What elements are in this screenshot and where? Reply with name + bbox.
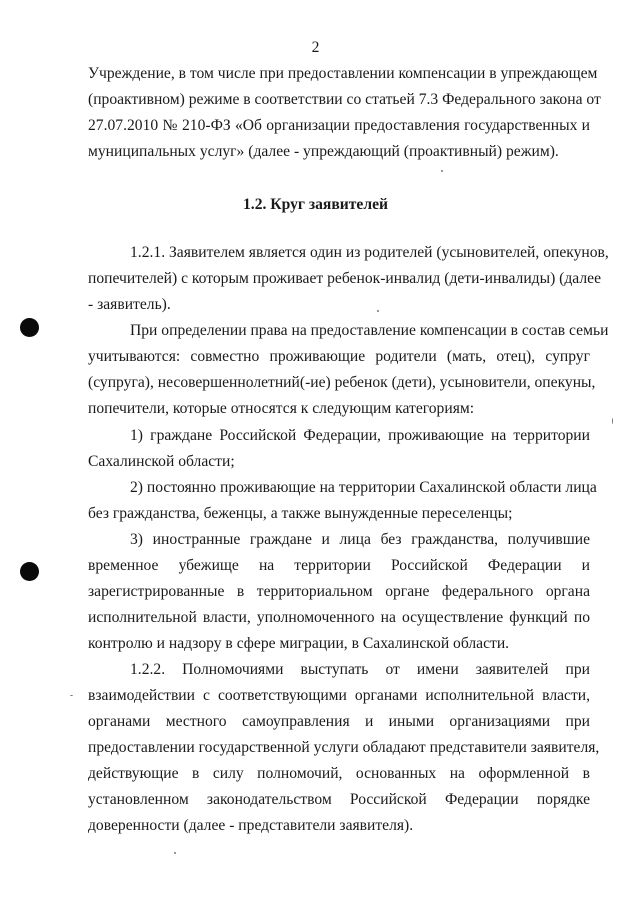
text-line: учитываются: совместно проживающие родители (мать, отец), супруг [88, 348, 590, 365]
text-line: органами местного самоуправления и иными организациями при [88, 713, 590, 730]
text-line: доверенности (далее - представители заявителя). [88, 817, 414, 834]
text-line: 2) постоянно проживающие на территории Сахалинской области лица [130, 479, 597, 496]
text-line: взаимодействии с соответствующими органами исполнительной власти, [88, 687, 590, 704]
text-line: временное убежище на территории Российской Федерации и [88, 557, 590, 574]
text-line: зарегистрированные в территориальном органе федерального органа [88, 583, 590, 600]
text-line: установленном законодательством Российской Федерации порядке [88, 791, 590, 808]
text-line: При определении права на предоставление компенсации в состав семьи [130, 322, 609, 339]
text-line: 27.07.2010 № 210-ФЗ «Об организации предоставления государственных и [88, 117, 590, 134]
text-line: Учреждение, в том числе при предоставлении компенсации в упреждающем [88, 65, 598, 82]
scan-speck [441, 170, 443, 172]
scan-speck [174, 852, 176, 854]
text-line: 1.2.2. Полномочиями выступать от имени заявителей при [130, 661, 590, 678]
text-line: Сахалинской области; [88, 453, 235, 470]
scan-speck [377, 310, 379, 312]
text-line: 1) граждане Российской Федерации, проживающие на территории [130, 427, 590, 444]
punch-hole-bottom [20, 562, 39, 581]
text-line: контролю и надзору в сфере миграции, в Сахалинской области. [88, 635, 510, 652]
text-line: (проактивном) режиме в соответствии со статьей 7.3 Федерального закона от [88, 91, 601, 108]
text-line: 1.2.1. Заявителем является один из родителей (усыновителей, опекунов, [130, 244, 609, 261]
text-line: попечители, которые относятся к следующим категориям: [88, 400, 475, 417]
scan-speck [70, 695, 73, 696]
section-heading: 1.2. Круг заявителей [243, 196, 388, 213]
text-line: (супруга), несовершеннолетний(-ие) ребенок (дети), усыновители, опекуны, [88, 374, 596, 391]
text-line: - заявитель). [88, 296, 171, 313]
text-line: предоставлении государственной услуги обладают представители заявителя, [88, 739, 600, 756]
scan-speck [612, 418, 613, 424]
text-line: исполнительной власти, уполномоченного на осуществление функций по [88, 609, 590, 626]
text-line: 3) иностранные граждане и лица без гражданства, получившие [130, 531, 590, 548]
page-number: 2 [311, 39, 320, 56]
text-line: без гражданства, беженцы, а также вынужденные переселенцы; [88, 505, 513, 522]
punch-hole-top [20, 318, 39, 337]
text-line: попечителей) с которым проживает ребенок-инвалид (дети-инвалиды) (далее [88, 270, 601, 287]
text-line: действующие в силу полномочий, основанных на оформленной в [88, 765, 590, 782]
text-line: муниципальных услуг» (далее - упреждающий (проактивный) режим). [88, 143, 559, 160]
